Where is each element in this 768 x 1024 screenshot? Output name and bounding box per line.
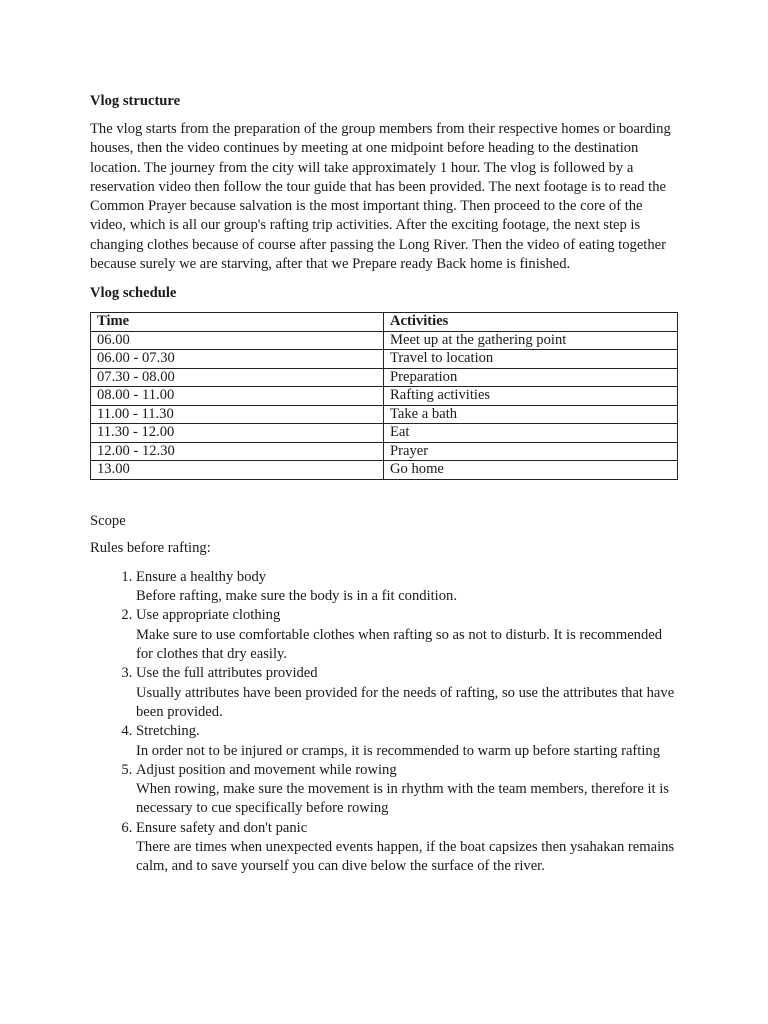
rule-description: Before rafting, make sure the body is in a fit condition.	[136, 588, 457, 605]
activity-cell: Travel to location	[384, 350, 678, 369]
rule-title: 6. Ensure safety and don't panic	[136, 819, 308, 836]
table-row	[91, 461, 678, 480]
rules-list	[90, 568, 680, 877]
list-item	[136, 568, 680, 607]
table-row	[91, 331, 678, 350]
table-row	[91, 405, 678, 424]
list-item	[136, 761, 680, 819]
list-item	[136, 606, 680, 664]
rule-title: 5. Adjust position and movement while rowing	[136, 761, 397, 778]
list-item	[136, 819, 680, 877]
activity-cell: Prayer	[384, 442, 678, 461]
time-cell: 06.00 - 07.30	[91, 350, 384, 369]
scope-label: Scope	[90, 512, 126, 529]
time-cell: 08.00 - 11.00	[91, 387, 384, 406]
time-cell: 12.00 - 12.30	[91, 442, 384, 461]
time-cell: 06.00	[91, 331, 384, 350]
rule-title: 2. Use appropriate clothing	[136, 607, 281, 624]
time-cell: 07.30 - 08.00	[91, 368, 384, 387]
rule-description: Make sure to use comfortable clothes when rafting so as not to disturb. It is recommended for clothes that dry easily.	[136, 626, 663, 663]
rule-title: 1. Ensure a healthy body	[136, 568, 267, 585]
list-item	[136, 664, 680, 722]
activity-cell: Eat	[384, 424, 678, 443]
rule-description: In order not to be injured or cramps, it is recommended to warm up before starting rafting	[136, 742, 660, 759]
rule-description: When rowing, make sure the movement is in rhythm with the team members, therefore it is necessary to cue specifically before rowing	[136, 781, 669, 817]
table-row	[91, 442, 678, 461]
time-cell: 13.00	[91, 461, 384, 480]
activity-cell: Take a bath	[384, 405, 678, 424]
activity-cell: Preparation	[384, 368, 678, 387]
table-row	[91, 368, 678, 387]
table-row	[91, 350, 678, 369]
column-header-activities: Activities	[384, 313, 678, 332]
table-header-row	[91, 313, 678, 332]
document-page	[90, 92, 680, 877]
activity-cell: Rafting activities	[384, 387, 678, 406]
vlog-structure-heading: Vlog structure	[90, 93, 181, 109]
activity-cell: Go home	[384, 461, 678, 480]
activity-cell: Meet up at the gathering point	[384, 331, 678, 350]
rules-intro: Rules before rafting:	[90, 539, 211, 556]
vlog-schedule-heading: Vlog schedule	[90, 285, 177, 302]
rule-title: 3. Use the full attributes provided	[136, 665, 318, 682]
time-cell: 11.00 - 11.30	[91, 405, 384, 424]
time-cell: 11.30 - 12.00	[91, 424, 384, 443]
rule-title: 4. Stretching.	[136, 723, 200, 740]
list-item	[136, 722, 680, 761]
table-row	[91, 387, 678, 406]
vlog-structure-paragraph: The vlog starts from the preparation of the group members from their respective homes or boarding houses, then the video continues by meeting at one midpoint before heading to the destination location. The journey from the city will take approximately 1 hour. The vlog is followed by a reservation video then follow the tour guide that has been provided. The next footage is to read the Common Prayer because salvation is the most important thing. Then proceed to the core of the video, which is all our group's rafting trip activities. After the exciting footage, the next step is changing clothes because of course after passing the Long River. Then the video of eating together because surely we are starving, after that we Prepare ready Back home is finished.	[90, 121, 671, 273]
column-header-time: Time	[91, 313, 384, 332]
table-row	[91, 424, 678, 443]
vlog-schedule-table	[90, 312, 678, 480]
rule-description: Usually attributes have been provided for the needs of rafting, so use the attributes that have been provided.	[136, 684, 675, 720]
rule-description: There are times when unexpected events happen, if the boat capsizes then ysahakan remains calm, and to save yourself you can dive below the surface of the river.	[136, 839, 675, 875]
